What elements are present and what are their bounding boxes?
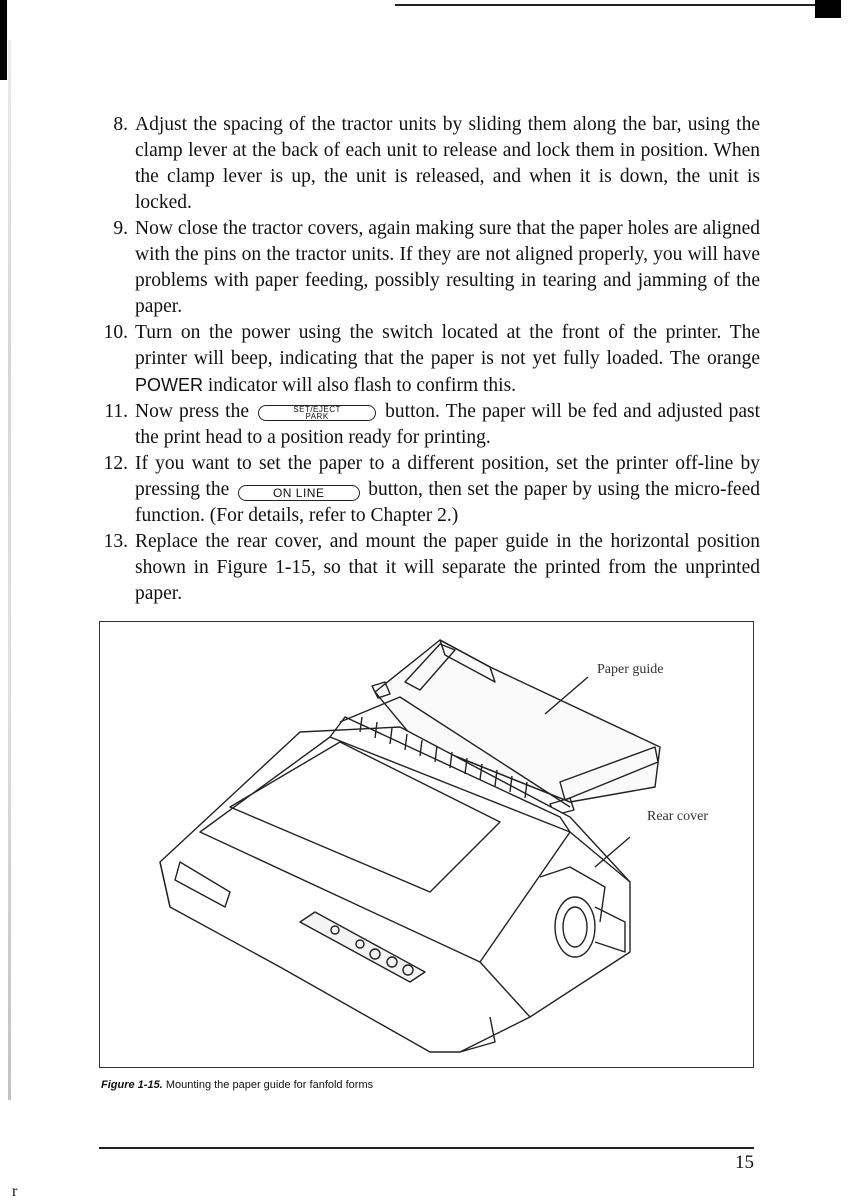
step-text: Replace the rear cover, and mount the paper guide in the horizontal position shown in Figure 1-15, so that it will separate the printed from the unprinted paper.: [135, 531, 760, 604]
step-text: If you want to set the paper to a different position, set the printer off-line by pressing the: [135, 453, 760, 500]
set-eject-park-key: [258, 405, 376, 421]
key-label-top: SET/EJECT: [293, 405, 341, 414]
figure-caption: [101, 1079, 373, 1091]
step-number: 8.: [113, 114, 128, 135]
step-text: indicator will also flash to confirm this.: [203, 375, 517, 396]
step-text: Turn on the power using the switch located at the front of the printer. The printer will beep, indicating that the paper is not yet fully loaded. The orange: [135, 322, 760, 369]
step-number: 9.: [113, 218, 128, 239]
rear-cover-label: Rear cover: [647, 809, 709, 824]
caption-label: Figure 1-15.: [101, 1079, 163, 1091]
step-text: Now close the tractor covers, again making sure that the paper holes are aligned with the pins on the tractor units. If they are not aligned properly, you will have problems with paper feeding, possibly resulting in tearing and jamming of the paper.: [135, 218, 760, 317]
power-indicator-label: POWER: [135, 375, 204, 395]
step-9: [100, 216, 760, 320]
paper-guide-label: Paper guide: [597, 662, 664, 677]
step-number: 12.: [103, 453, 128, 474]
online-key: ON LINE: [238, 485, 360, 501]
step-text: button, then set the paper by using the micro-feed function. (For details, refer to Chapter 2.): [135, 479, 760, 526]
step-number: 11.: [104, 401, 128, 422]
scan-artifact-top-line: [395, 4, 815, 6]
figure-1-15: [99, 621, 754, 1068]
caption-text: Mounting the paper guide for fanfold forms: [165, 1079, 374, 1091]
step-text: button. The paper will be fed and adjusted past the print head to a position ready for printing.: [135, 401, 761, 448]
scan-artifact-left-bar: [0, 0, 7, 80]
step-13: [100, 529, 760, 607]
step-text: Adjust the spacing of the tractor units by sliding them along the bar, using the clamp lever at the back of each unit to release and lock them in position. When the clamp lever is up, the unit is released, and when it is down, the unit is locked.: [135, 114, 760, 213]
key-label-bottom: PARK: [305, 412, 329, 421]
step-text: Now press the: [135, 401, 249, 422]
step-10: [100, 320, 760, 399]
page-number: 15: [735, 1152, 754, 1173]
step-number: 10.: [103, 322, 128, 343]
instruction-steps: [100, 112, 760, 607]
printer-illustration: [100, 622, 754, 1068]
step-8: [100, 112, 760, 216]
scan-artifact-left-edge: [8, 40, 11, 1100]
step-11: [100, 399, 760, 451]
step-number: 13.: [103, 531, 128, 552]
step-12: [100, 451, 760, 529]
scan-artifact-right-bar: [815, 0, 841, 18]
corner-mark: r: [12, 1183, 18, 1200]
footer-rule: [99, 1147, 754, 1149]
